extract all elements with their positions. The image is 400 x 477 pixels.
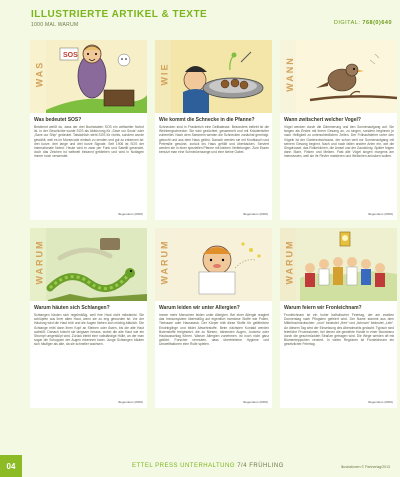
illustration-sos	[30, 40, 147, 113]
digital-code	[334, 20, 392, 26]
card-body: Vögel wecken durch die Dämmerung und den Sonnenaufgang auf. Sie fangen als Erstes mit ihrem Gesang an, zu singen, sondern beginnen je nach Helligkeit zu unterschiedlichen Zeiten. Der Frühaufsteher unter den Vögeln ist der Gartenrotschwanz, der schon weit vor Sonnenaufgang mit seinem Gesang beginnt. Nach und nach fallen andere Arten ein, wie die Singdrossel, das Rotkehlchen, die Amsel und der Zaunkönig. Später folgen dann Stare, Finken und Meisen. Fast alle Vögel singen morgens am intensivsten, weil sie ihr Revier markieren und Weibchen anlocken wollen.	[284, 125, 394, 159]
card-title: Wie kommt die Schnecke in die Pfanne?	[159, 117, 255, 123]
page-number: 04	[0, 455, 22, 477]
article-card-vogel	[280, 40, 397, 220]
page-subtitle: 1000 MAL WARUM	[31, 22, 79, 28]
card-body: Schnecken sind in Frankreich eine Delikatesse. Besonders beliebt ist die Weinbergschnecke. Sie wird gezüchtet, gesammelt und mit Kräuterbutter zubereitet. Nach dem Sammeln werden die Schnecken zunächst gereinigt, gekocht und aus dem Haus gelöst. Danach werden sie mit Knoblauch und Petersilie gewürzt, zurück ins Haus gefüllt und überbacken. Serviert werden sie in einer speziellen Pfanne mit kleinen Vertiefungen. Zum Essen benutzt man eine Schneckenzange und eine kleine Gabel.	[159, 125, 269, 155]
digital-code-value: 768(0)640	[362, 20, 392, 26]
card-title: Warum feiern wir Fronleichnam?	[284, 305, 362, 311]
card-body: Schlangen häuten sich regelmäßig, weil ihre Haut nicht mitwächst. Sie schlüpfen aus ihrer alten Haut, wenn sie zu eng geworden ist. Vor der Häutung wird die Haut trüb und die Augen färben sich milchig-bläulich. Die Schlange reibt dann ihren Kopf an Steinen oder Ästen, bis die alte Haut aufreißt. Danach kriecht sie langsam heraus, wobei die alte Haut wie ein Strumpf umgestülpt wird. Zurück bleibt eine vollständige Hülle, an der man sogar die Schuppen der Augen erkennen kann. Junge Schlangen häuten sich häufiger als alte, da sie schneller wachsen.	[34, 313, 144, 347]
article-card-fronleichnam	[280, 228, 397, 408]
card-label: WARUM	[34, 239, 45, 285]
svg-text:SOS: SOS	[63, 52, 78, 59]
illustration-schlangen	[30, 228, 147, 301]
page-title: ILLUSTRIERTE ARTIKEL & TEXTE	[31, 9, 208, 20]
illustration-allergien	[155, 228, 272, 301]
illustration-schnecke	[155, 40, 272, 113]
article-card-schnecke	[155, 40, 272, 220]
illustration-fronleichnam	[280, 228, 397, 301]
card-title: Wann zwitschert welcher Vogel?	[284, 117, 361, 123]
card-credit: Illegendens (0000)	[118, 400, 143, 404]
issue-label: 7/4 FRÜHLING	[237, 463, 284, 469]
card-credit: Illegendens (0000)	[118, 212, 143, 216]
article-card-allergien	[155, 228, 272, 408]
card-title: Was bedeutet SOS?	[34, 117, 82, 123]
card-label: WARUM	[159, 239, 170, 285]
article-card-sos	[30, 40, 147, 220]
card-credit: Illegendens (0000)	[368, 212, 393, 216]
card-label: WARUM	[284, 239, 295, 285]
card-title: Warum häuten sich Schlangen?	[34, 305, 110, 311]
digital-label: DIGITAL:	[333, 20, 361, 26]
card-body: Bestimmt weißt du, dass der drei Buchstaben SOS ein weltweiter Notruf ist. In der Geschichte wurde SOS als Abkürzung für „Save our Souls“ oder „Save our Ship“ gedeutet. Tatsächlich steht SOS für nichts, sondern wurde gewählt, weil es im Morsecode einfach zu senden und gut zu erkennen ist: drei kurze, drei lange und drei kurze Signale. Seit 1906 ist SOS der internationale Notruf. Heute wird er zwar per Funk und Satellit gesendet, doch das Zeichen ist weltweit bekannt geblieben und wird in Notlagen immer noch verwendet.	[34, 125, 144, 159]
card-credit: Illegendens (0000)	[243, 212, 268, 216]
card-label: WANN	[284, 56, 295, 92]
card-body: Immer mehr Menschen leiden unter Allergien. Bei einer Allergie reagiert das Immunsystem übermäßig auf eigentlich harmlose Stoffe wie Pollen, Tierhaare oder Hausstaub. Der Körper hält diese Stoffe für gefährliche Eindringlinge und bildet Abwehrstoffe. Beim nächsten Kontakt werden Botenstoffe freigesetzt, die zu Niesen, tränenden Augen, Juckreiz oder Hautausschlag führen. Warum Allergien zunehmen, ist noch nicht ganz geklärt. Forscher vermuten, dass übertriebene Hygiene und Umweltfaktoren eine Rolle spielen.	[159, 313, 269, 347]
footer-copyright: Illustrationen © Partnerlag/2013	[340, 465, 390, 469]
card-body: Fronleichnam ist ein hoher katholischer Feiertag, der am zweiten Donnerstag nach Pfingsten gefeiert wird. Der Name stammt aus dem Mittelhochdeutschen: „vron“ bedeutet „Herr“ und „lichnam“ bedeutet „Leib“. An diesem Tag wird der Einsetzung des Abendmahls gedacht. Typisch sind feierliche Prozessionen, bei denen die geweihte Hostie in einer Monstranz durch die geschmückten Straßen getragen wird. Die Wege werden oft mit Blumenteppichen verziert. In vielen Regionen ist Fronleichnam ein gesetzlicher Feiertag.	[284, 313, 394, 347]
article-card-schlangen	[30, 228, 147, 408]
footer-publication	[132, 463, 284, 469]
card-credit: Illegendens (0000)	[368, 400, 393, 404]
card-title: Warum leiden wir unter Allergien?	[159, 305, 240, 311]
card-label: WIE	[159, 62, 170, 86]
card-credit: Illegendens (0000)	[243, 400, 268, 404]
publication-name: ETTEL PRESS UNTERHALTUNG	[132, 463, 236, 469]
illustration-vogel	[280, 40, 397, 113]
card-label: WAS	[34, 60, 45, 88]
